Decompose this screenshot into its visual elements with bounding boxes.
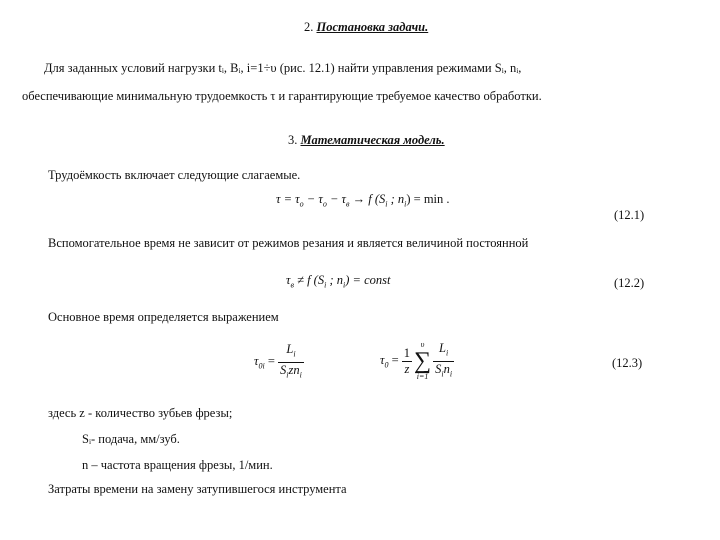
equation-12-3-right: $\tau_0$ = $\frac{1}{z}$ υ ∑ i=1 $\frac{L_i}{S_in_i}$ [380, 340, 453, 381]
sum-sign: υ ∑ i=1 [414, 340, 432, 381]
section-2-heading [304, 20, 428, 34]
def-z: здесь z - количество зубьев фрезы; [48, 406, 233, 420]
equation-12-3-number: (12.3) [612, 356, 643, 370]
section-3-title: Математическая модель. [300, 133, 445, 147]
labor-intro-text: Трудоёмкость включает следующие слагаемые. [48, 168, 301, 182]
aux-time-text: Вспомогательное время не зависит от режимов резания и является величиной постоянной [48, 236, 529, 250]
equation-12-2-number: (12.2) [614, 276, 645, 290]
section-2-number: 2. [304, 20, 314, 34]
equation-12-2: $\tau_в \ne f$ ($S_i$ ; $n_i$) = const [286, 273, 391, 290]
def-s: Sᵢ- подача, мм/зуб. [82, 432, 180, 446]
section-2-title: Постановка задачи. [316, 20, 429, 34]
main-time-text: Основное время определяется выражением [48, 310, 279, 324]
equation-12-1: $\tau = \tau_o - \tau_o - \tau_в \to f$ ($S_i$ ; $n_i) = \min$ . [276, 192, 450, 209]
section-3-heading [288, 133, 445, 147]
section-3-number: 3. [288, 133, 298, 147]
equation-12-3-left: $\tau_{0i}$ = $\frac{L_i}{S_izn_i}$ [254, 342, 302, 379]
equation-12-1-number: (12.1) [614, 208, 645, 222]
problem-line-2: обеспечивающие минимальную трудоемкость τ и гарантирующие требуемое качество обработки. [22, 89, 542, 103]
def-n: n – частота вращения фрезы, 1/мин. [82, 458, 273, 472]
tool-change-text: Затраты времени на замену затупившегося инструмента [48, 482, 347, 496]
problem-line-1: Для заданных условий нагрузки tᵢ, Bᵢ, i=1÷υ (рис. 12.1) найти управления режимами Sᵢ, nᵢ, [44, 61, 522, 75]
